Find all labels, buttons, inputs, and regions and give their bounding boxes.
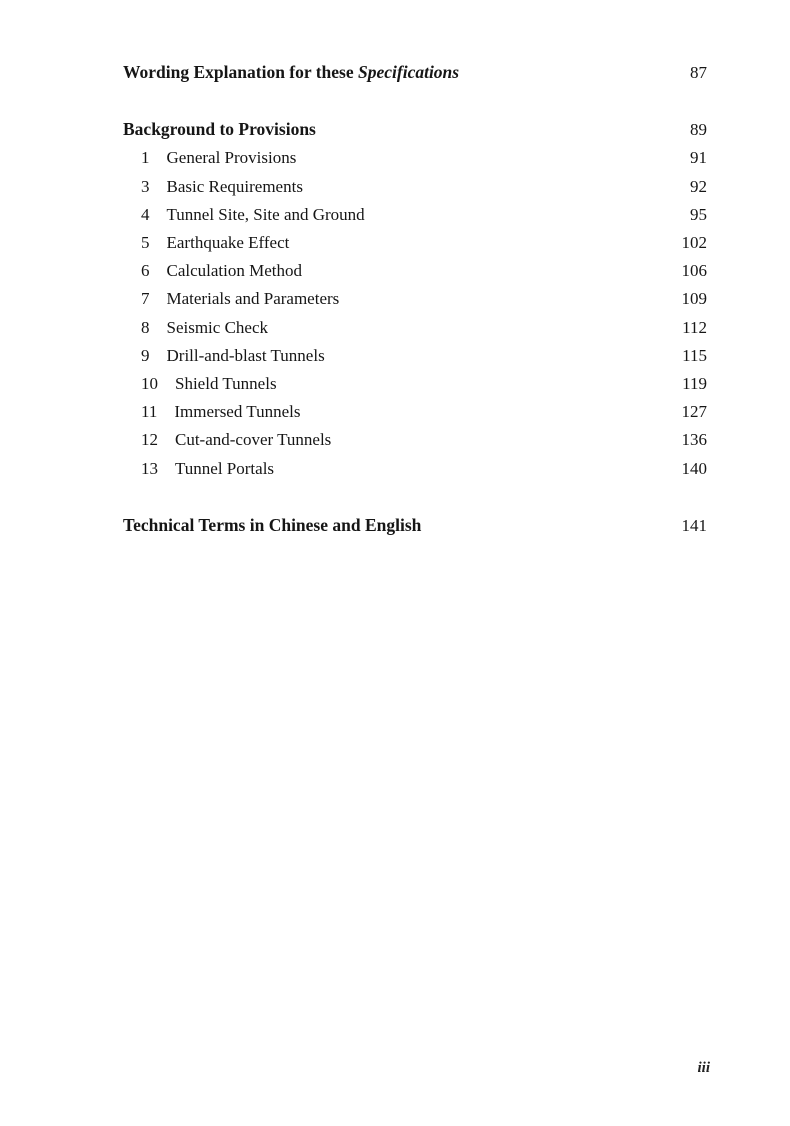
wording-label-prefix: Wording Explanation for these	[123, 62, 358, 82]
toc-entry-label: General Provisions	[166, 148, 297, 168]
toc-entry-label: Tunnel Site, Site and Ground	[166, 204, 365, 224]
toc-entry-technical-terms	[123, 511, 707, 540]
toc-entry-number: 3	[141, 176, 150, 196]
toc-entry-number: 6	[141, 261, 150, 281]
toc-entry-number: 4	[141, 204, 150, 224]
toc-entry-number: 11	[141, 402, 158, 422]
toc-entry-wording-explanation	[123, 58, 707, 87]
toc-entry-label: Earthquake Effect	[166, 233, 290, 253]
toc-entry-page: 92	[690, 176, 707, 196]
toc-entry	[123, 398, 707, 426]
toc-entry-label: Shield Tunnels	[175, 374, 277, 394]
toc-entry-text	[123, 229, 289, 257]
toc-entry-background-provisions	[123, 115, 707, 144]
toc-entry-label: Immersed Tunnels	[174, 402, 301, 422]
toc-entry-text	[123, 455, 274, 483]
toc-entry-page: 102	[681, 233, 707, 253]
toc-entry-text	[123, 398, 300, 426]
toc-entry-page: 140	[681, 458, 707, 478]
toc-entry-text	[123, 426, 331, 454]
toc-entry-text	[123, 314, 268, 342]
toc-entry-label: Tunnel Portals	[175, 458, 275, 478]
toc-entry-page: 127	[681, 402, 707, 422]
toc-entry-number: 10	[141, 374, 158, 394]
toc-entry-number: 12	[141, 430, 158, 450]
toc-entry-number: 8	[141, 317, 150, 337]
toc-entry-text	[123, 173, 303, 201]
toc-entry	[123, 314, 707, 342]
toc-entry-label	[123, 58, 459, 86]
toc-entry-page: 95	[690, 204, 707, 224]
toc-entry	[123, 201, 707, 229]
toc-entry-text	[123, 285, 339, 313]
toc-entry-page: 115	[682, 345, 707, 365]
toc-entry	[123, 173, 707, 201]
toc-entry-text	[123, 257, 302, 285]
toc-entry-number: 7	[141, 289, 150, 309]
toc-entry	[123, 342, 707, 370]
toc-entry-label: Calculation Method	[166, 261, 303, 281]
toc-entry-label: Basic Requirements	[166, 176, 303, 196]
toc-entry	[123, 455, 707, 483]
toc-entry-page: 112	[682, 317, 707, 337]
toc-entry-number: 5	[141, 233, 150, 253]
toc-entry-number: 1	[141, 148, 150, 168]
toc-entry-page: 106	[681, 261, 707, 281]
toc-items	[123, 144, 707, 482]
toc-entry-label: Seismic Check	[166, 317, 269, 337]
toc-entry-text	[123, 144, 296, 172]
toc-entry-text	[123, 201, 365, 229]
toc-entry-label: Technical Terms in Chinese and English	[123, 514, 422, 535]
toc-entry	[123, 285, 707, 313]
toc-entry-page: 141	[681, 515, 707, 535]
toc-entry	[123, 370, 707, 398]
toc-content	[0, 0, 790, 540]
toc-entry-label: Drill-and-blast Tunnels	[166, 345, 325, 365]
toc-entry-number: 13	[141, 458, 158, 478]
toc-entry-label: Cut-and-cover Tunnels	[175, 430, 332, 450]
toc-entry-page: 91	[690, 148, 707, 168]
toc-entry-label: Materials and Parameters	[166, 289, 340, 309]
toc-entry-text	[123, 342, 325, 370]
toc-entry	[123, 426, 707, 454]
wording-label-italic: Specifications	[358, 62, 460, 82]
toc-entry-page: 89	[690, 120, 707, 140]
toc-entry-number: 9	[141, 345, 150, 365]
toc-entry	[123, 144, 707, 172]
toc-entry-page: 136	[681, 430, 707, 450]
toc-entry	[123, 257, 707, 285]
toc-entry-page: 87	[690, 63, 707, 82]
toc-entry-label: Background to Provisions	[123, 119, 316, 140]
page-number-footer: iii	[697, 1060, 710, 1076]
toc-entry	[123, 229, 707, 257]
toc-entry-text	[123, 370, 277, 398]
toc-entry-page: 119	[682, 374, 707, 394]
toc-entry-page: 109	[681, 289, 707, 309]
